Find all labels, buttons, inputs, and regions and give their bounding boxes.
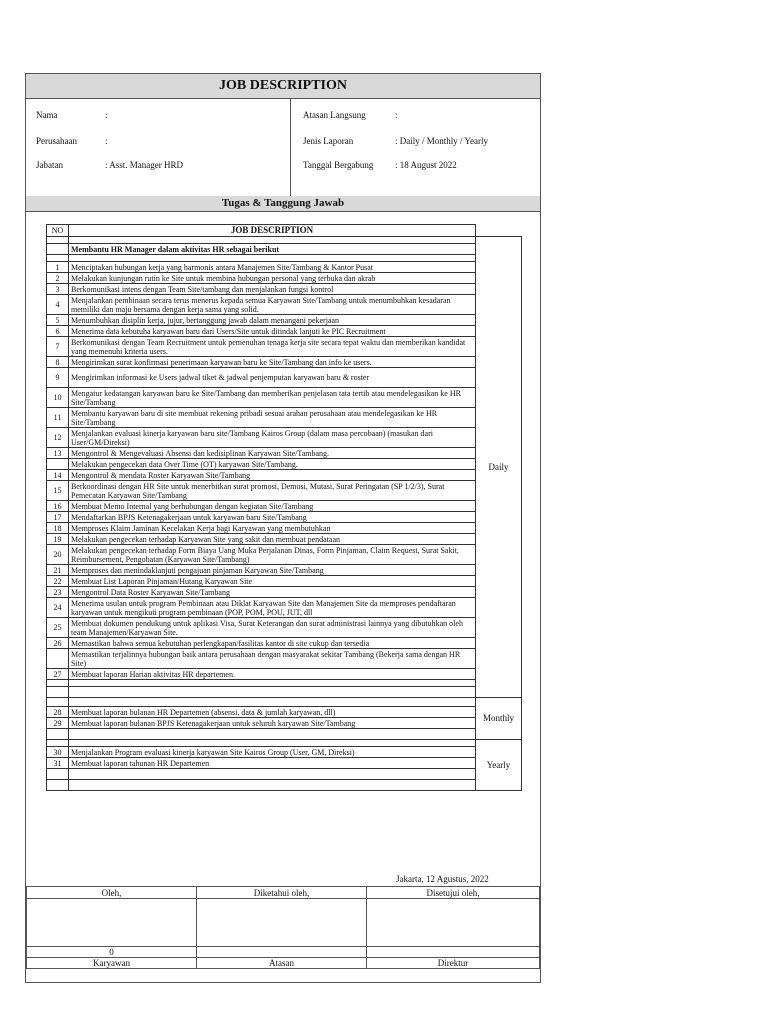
row-description: Mengirimkan informasi ke Users jadwal tiket & jadwal penjemputan karyawan baru & roster [69,368,476,388]
row-number [47,698,69,707]
row-description: Mengontrol & Mengevaluasi Absensi dan kedisiplinan Karyawan Site/Tambang. [69,448,476,459]
row-description: Membuat laporan bulanan HR Departemen (absensi, data & jumlah karyawan, dll) [69,707,476,718]
table-row [47,284,522,295]
direktur-name [367,947,540,958]
table-row [47,512,522,523]
row-number: 4 [47,295,69,315]
nama-value: : [105,110,108,120]
row-number: 31 [47,758,69,769]
job-description-header: JOB DESCRIPTION [69,225,476,237]
row-description [69,255,476,262]
table-row [47,534,522,545]
row-number: 27 [47,669,69,680]
row-number: 20 [47,545,69,565]
table-row [47,576,522,587]
table-row [47,237,522,244]
atasan-value: : [395,110,398,120]
table-row [47,337,522,357]
nama-label: Nama [36,110,58,120]
karyawan-name: 0 [27,947,197,958]
disetujui-label: Disetujui oleh, [367,887,540,899]
perusahaan-value: : [105,136,108,146]
row-description [69,769,476,780]
row-description: Membuat dokumen pendukung untuk aplikasi Visa, Surat Keterangan dan surat administrasi lainnya yang dibutuhkan oleh team Manajemen/Karyawan Site. [69,618,476,638]
row-description: Melakukan kunjungan rutin ke Site untuk membina hubungan personal yang terbuka dan akrab [69,273,476,284]
table-row [47,368,522,388]
row-description [69,687,476,698]
row-description [69,729,476,740]
row-number [47,244,69,255]
jenis-laporan-value: : Daily / Monthly / Yearly [395,136,489,146]
no-header: NO [47,225,69,237]
row-description: Mengirimkan surat konfirmasi penerimaan karyawan baru ke Site/Tambang dan info ke users. [69,357,476,368]
row-description: Melakukan pengecekan terhadap Form Biaya Uang Muka Perjalanan Dinas, Form Pinjaman, Claim Request, Surat Sakit, Reimbursement, Pengobatan (Karyawan Site/Tambang) [69,545,476,565]
row-description: Memastikan bahwa semua kebutuhan perlengkapan/fasilitas kantor di site cukup dan tersedia [69,638,476,649]
row-number: 7 [47,337,69,357]
row-description: Menerima usulan untuk program Pembinaan atau Diklat Karyawan Site dan Manajemen Site da memproses pendaftaran karyawan untuk mengikuti program pembinaan (POP, POM, POU, JUT, dll [69,598,476,618]
row-description: Mendaftarkan BPJS Ketenagakerjaan untuk karyawan baru Site/Tambang [69,512,476,523]
period-daily: Daily [476,237,522,698]
period-yearly: Yearly [476,740,522,791]
section-title: Tugas & Tanggung Jawab [26,196,540,212]
table-row [47,649,522,669]
row-description: Membuat laporan bulanan BPJS Ketenagakerjaan untuk seluruh karyawan Site/Tambang [69,718,476,729]
row-description: Membantu HR Manager dalam aktivitas HR sebagai berikut [69,244,476,255]
table-row [47,718,522,729]
table-row [47,523,522,534]
row-number: 17 [47,512,69,523]
table-row [47,707,522,718]
table-row [47,565,522,576]
row-description: Menerima data kebutuha karyawan baru dari Users/Site untuk ditindak lanjuti ke PIC Recruitment [69,326,476,337]
row-description: Mengontrol Data Roster Karyawan Site/Tambang [69,587,476,598]
row-number: 12 [47,428,69,448]
row-number: 30 [47,747,69,758]
row-number: 14 [47,470,69,481]
signature-table [26,886,540,969]
table-row [47,780,522,791]
tasks-table [46,224,522,791]
table-row [47,587,522,598]
row-description: Membuat List Laporan Pinjaman/Hutang Karyawan Site [69,576,476,587]
table-row [47,669,522,680]
row-number: 18 [47,523,69,534]
row-description: Membuat laporan Harian aktivitas HR departemen. [69,669,476,680]
row-number: 28 [47,707,69,718]
row-number: 29 [47,718,69,729]
tanggal-bergabung-value: : 18 August 2022 [395,160,457,170]
place-date: Jakarta, 12 Agustus, 2022 [396,874,489,884]
row-description: Membuat laporan tahunan HR Departemen [69,758,476,769]
row-description: Mengatur kedatangan karyawan baru ke Site/Tambang dan memberikan penjelasan tata tertib atau mendelegasikan ke HR Site/Tambang [69,388,476,408]
job-description-sheet [25,73,541,983]
signature-box-direktur [367,899,540,947]
row-number: 24 [47,598,69,618]
table-row [47,326,522,337]
signature-box-atasan [197,899,367,947]
row-description: Memproses Klaim Jaminan Kecelakan Kerja bagi Karyawan yang membutuhkan [69,523,476,534]
table-row [47,598,522,618]
row-description: Membantu karyawan baru di site membuat rekening pribadi sesuai arahan perusahaan atau mendelegasikan ke HR Site/Tambang [69,408,476,428]
row-number: 8 [47,357,69,368]
row-number [47,649,69,669]
row-number: 19 [47,534,69,545]
row-number: 16 [47,501,69,512]
atasan-name [197,947,367,958]
row-description [69,680,476,687]
atasan-label: Atasan Langsung [303,110,366,120]
table-row [47,687,522,698]
table-row [47,255,522,262]
row-number: 13 [47,448,69,459]
signature-box-karyawan [27,899,197,947]
row-number [47,459,69,470]
row-number: 1 [47,262,69,273]
table-row [47,459,522,470]
table-row [47,758,522,769]
table-row [47,638,522,649]
table-row [47,295,522,315]
row-description: Mengontrol & mendata Roster Karyawan Site/Tambang [69,470,476,481]
row-number: 23 [47,587,69,598]
document-title: JOB DESCRIPTION [26,74,540,99]
jenis-laporan-label: Jenis Laporan [303,136,354,146]
row-description: Memastikan terjalinnya hubungan baik antara perusahaan dengan masyarakat sekitar Tambang (Bekerja sama dengan HR Site) [69,649,476,669]
row-number: 10 [47,388,69,408]
row-description [69,237,476,244]
row-description: Berkoordinasi dengan HR Site untuk menerbitkan surat promosi, Demosi, Mutasi, Surat Peringatan (SP 1/2/3), Surat Pemecatan Karyawan Site/Tambang [69,481,476,501]
table-row [47,408,522,428]
table-row [47,680,522,687]
row-description: Memproses dan menindaklanjuti pengajuan pinjaman Karyawan Site/Tambang [69,565,476,576]
table-row [47,740,522,747]
atasan-label-sign: Atasan [197,958,367,969]
table-row [47,273,522,284]
table-row [47,769,522,780]
row-description: Berkomunikasi dengan Team Recruitment untuk pemenuhan tenaga kerja site secara tepat waktu dan memberikan kandidat yang memenuhi kriteria users. [69,337,476,357]
table-row [47,698,522,707]
row-number: 25 [47,618,69,638]
table-row [47,501,522,512]
jabatan-label: Jabatan [36,160,63,170]
row-description: Menjalankan Program evaluasi kinerja karyawan Site Kairos Group (User, GM, Direksi) [69,747,476,758]
table-row [47,545,522,565]
row-description: Melakukan pengecekan terhadap Karyawan Site yang sakit dan membuat pendataan [69,534,476,545]
row-description: Menumbuhkan disiplin kerja, jujur, bertanggung jawab dalam menangani pekerjaan [69,315,476,326]
row-number: 21 [47,565,69,576]
row-number: 22 [47,576,69,587]
row-number: 11 [47,408,69,428]
table-row [47,388,522,408]
row-description: Membuat Memo Internal yang berhubungan dengan kegiatan Site/Tambang [69,501,476,512]
row-number [47,237,69,244]
perusahaan-label: Perusahaan [36,136,77,146]
row-number: 5 [47,315,69,326]
row-number: 6 [47,326,69,337]
row-description: Melakukan pengecekan data Over Time (OT) karyawan Site/Tambang. [69,459,476,470]
table-row [47,618,522,638]
row-description [69,698,476,707]
row-description: Berkomunikasi intens dengan Team Site/tambang dan menjalankan fungsi kontrol [69,284,476,295]
row-description [69,740,476,747]
period-monthly: Monthly [476,698,522,740]
table-row [47,448,522,459]
row-number: 26 [47,638,69,649]
table-row [47,470,522,481]
row-number [47,680,69,687]
row-description: Menciptakan hubungan kerja yang harmonis antara Manajemen Site/Tambang & Kantor Pusat [69,262,476,273]
diketahui-label: Diketahui oleh, [197,887,367,899]
row-number [47,780,69,791]
row-number [47,740,69,747]
employee-info [26,98,540,197]
jabatan-value: : Asst. Manager HRD [105,160,183,170]
row-number: 9 [47,368,69,388]
row-number [47,687,69,698]
table-row [47,357,522,368]
direktur-label: Direktur [367,958,540,969]
table-row [47,315,522,326]
karyawan-label: Karyawan [27,958,197,969]
tanggal-bergabung-label: Tanggal Bergabung [303,160,374,170]
table-row [47,729,522,740]
row-description: Menjalankan pembinaan secara terus menerus kepada semua Karyawan Site/Tambang untuk menumbuhkan kesadaran memiliki dan maju bersama dengan kerja sama yang solid. [69,295,476,315]
row-number: 2 [47,273,69,284]
table-row [47,747,522,758]
row-description [69,780,476,791]
oleh-label: Oleh, [27,887,197,899]
table-row [47,428,522,448]
table-row [47,244,522,255]
row-number [47,729,69,740]
row-number: 3 [47,284,69,295]
row-number [47,255,69,262]
row-number [47,769,69,780]
table-row [47,262,522,273]
row-number: 15 [47,481,69,501]
row-description: Menjalankan evaluasi kinerja karyawan baru site/Tambang Kairos Group (dalam masa percobaan) (masukan dari User/GM/Direksi) [69,428,476,448]
table-row [47,481,522,501]
